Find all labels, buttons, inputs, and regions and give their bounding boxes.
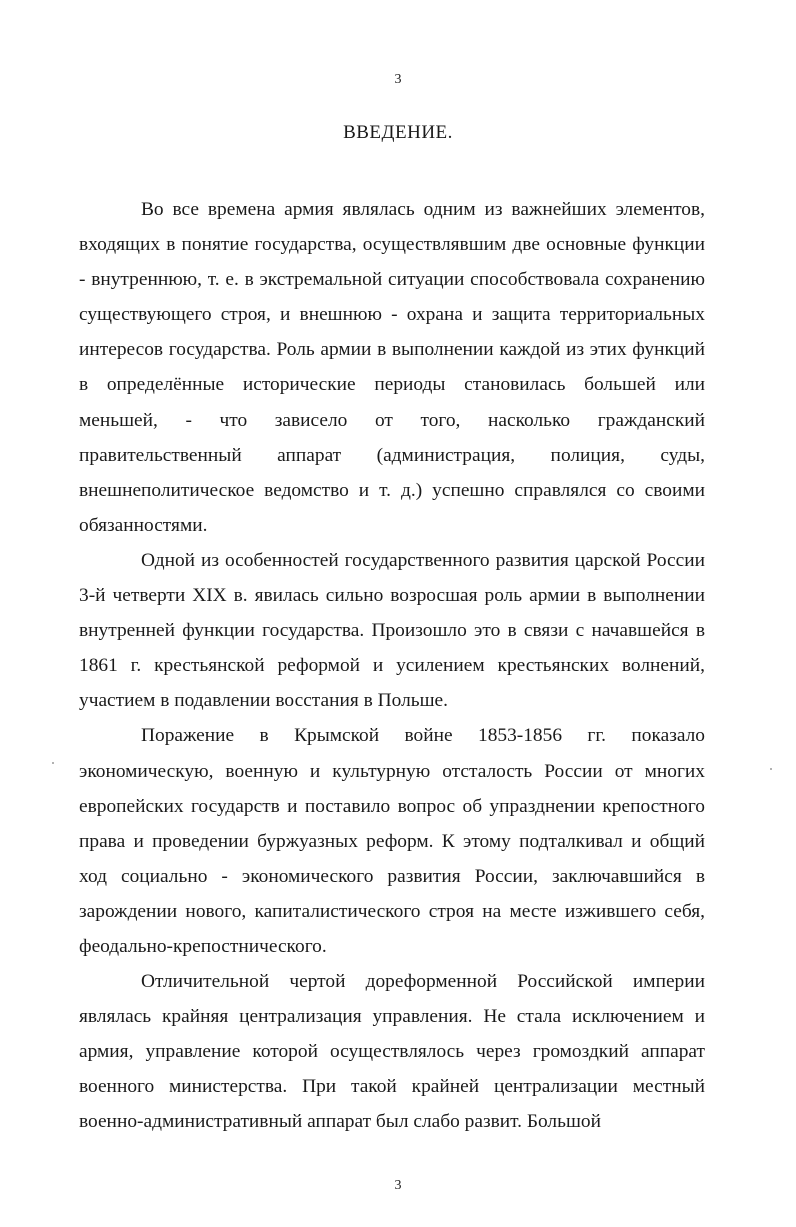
paragraph-3: Поражение в Крымской войне 1853-1856 гг. показало экономическую, военную и культурную отсталость России от многих европейских государств и поставило вопрос об упразднении крепостного права и проведении буржуазных реформ. К этому подталкивал и общий ход социально - экономического развития России, заключавшийся в зарождении нового, капиталистического строя на месте изжившего себя, феодально-крепостнического. (79, 725, 705, 957)
paragraph-2: Одной из особенностей государственного развития царской России 3-й четверти XIX в. явилась сильно возросшая роль армии в выполнении внутренней функции государства. Произошло это в связи с начавшейся в 1861 г. крестьянской реформой и усилением крестьянских волнений, участием в подавлении восстания в Польше. (79, 549, 705, 712)
page-number-bottom: 3 (394, 1178, 402, 1193)
paragraph-4: Отличительной чертой дореформенной Российской империи являлась крайняя централизация управления. Не стала исключением и армия, управление которой осуществлялось через громоздкий аппарат военного министерства. При такой крайней централизации местный военно-административный аппарат был слабо развит. Большой (79, 971, 705, 1133)
page-number-top: 3 (394, 72, 402, 87)
scan-speck (52, 762, 54, 764)
paragraph-1: Во все времена армия являлась одним из важнейших элементов, входящих в понятие государства, осуществлявшим две основные функции - внутреннюю, т. е. в экстремальной ситуации способствовала сохранению существующего строя, и внешнюю - охрана и защита территориальных интересов государства. Роль армии в выполнении каждой из этих функций в определённые исторические периоды становилась большей или меньшей, - что зависело от того, насколько гражданский правительственный аппарат (администрация, полиция, суды, внешнеполитическое ведомство и т. д.) успешно справлялся со своими обязанностями. (79, 199, 705, 536)
scan-speck (770, 768, 772, 770)
section-heading: ВВЕДЕНИЕ. (343, 122, 453, 143)
body-text (79, 192, 705, 1140)
